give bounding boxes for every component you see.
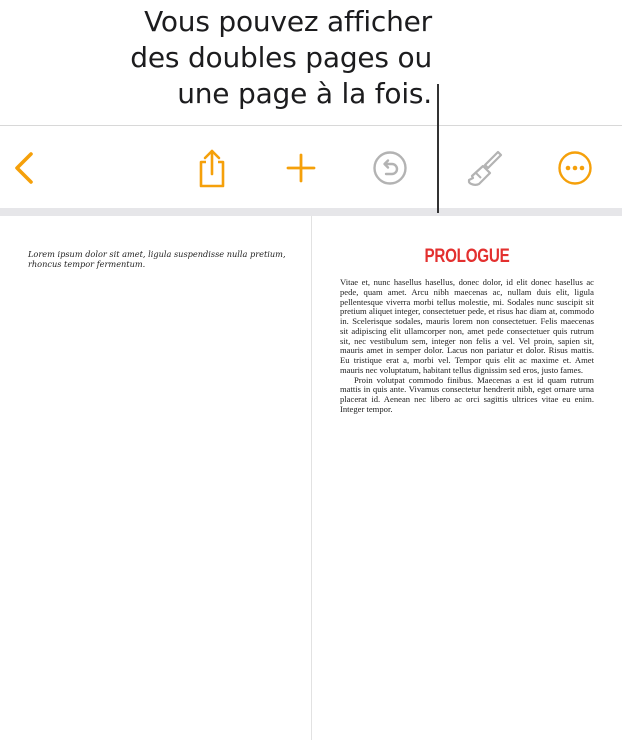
more-button[interactable] bbox=[555, 148, 595, 188]
callout-line-2: des doubles pages ou bbox=[130, 41, 432, 74]
callout-line-1: Vous pouvez afficher bbox=[144, 5, 432, 38]
share-icon bbox=[195, 148, 229, 188]
toolbar bbox=[0, 126, 622, 208]
back-chevron-icon bbox=[12, 148, 36, 188]
body-text bbox=[340, 278, 594, 415]
callout-line-3: une page à la fois. bbox=[177, 77, 432, 110]
undo-button[interactable] bbox=[370, 148, 410, 188]
share-button[interactable] bbox=[192, 148, 232, 188]
back-button[interactable] bbox=[4, 148, 44, 188]
paintbrush-icon bbox=[465, 148, 503, 188]
add-button[interactable] bbox=[281, 148, 321, 188]
callout-leader-line bbox=[437, 84, 439, 213]
epigraph-text: Lorem ipsum dolor sit amet, ligula suspendisse nulla pretium, rhoncus tempor fermentum. bbox=[28, 249, 286, 269]
callout-caption bbox=[0, 4, 432, 112]
left-page[interactable] bbox=[0, 216, 311, 740]
format-button[interactable] bbox=[464, 148, 504, 188]
paragraph-2: Proin volutpat commodo finibus. Maecenas a est id quam rutrum mattis in quis ante. Vivamus consectetur hendrerit nibh, eget ornare urna placerat id. Aenean nec libero ac orci sagittis ultrices vitae eu enim. Integer tempor. bbox=[340, 374, 594, 414]
more-icon bbox=[557, 150, 593, 186]
right-page[interactable] bbox=[312, 216, 622, 740]
pages-document-view bbox=[0, 125, 622, 740]
undo-icon bbox=[372, 150, 408, 186]
chapter-title: PROLOGUE bbox=[424, 246, 510, 267]
toolbar-separator bbox=[0, 208, 622, 216]
add-icon bbox=[285, 152, 317, 184]
paragraph-1: Vitae et, nunc hasellus hasellus, donec dolor, id elit donec hasellus ac pede, quam amet. Arcu nibh maecenas ac, nullam duis elit, ligula pellentesque viverra morbi tellus molestie, mi. Sodales nunc suscipit sit pretium aliquet integer, consectetuer pede, et risus hac diam at, commodo in. Scelerisque sodales, mauris lorem non consectetuer. Felis maecenas sit adipiscing elit ullamcorper non, amet pede consectetuer quis rutrum sit, nec vestibulum sem, integer non felis a vel. Vel proin, sapien sit, mauris amet in semper dolor. Lacus non pariatur et dolor. Risus mattis. Eu tristique erat a, morbi vel. Tempor quis elit ac maxime et. Amet mauris nec voluptatum, habitant tellus dignissim sed eros, justo fames. bbox=[340, 277, 594, 375]
